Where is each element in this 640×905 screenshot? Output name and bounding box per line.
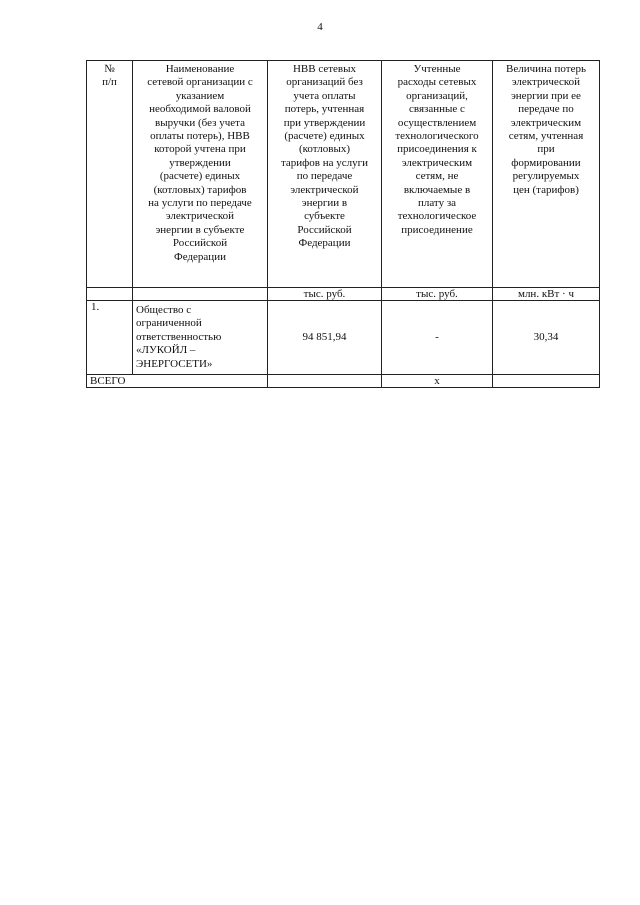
unit-cell-nvv: тыс. руб. (268, 288, 382, 301)
row-nvv-cell: 94 851,94 (268, 301, 382, 375)
header-tech-connection-costs-text: Учтенные расходы сетевых организаций, связанные с осуществлением технологического присоединения к электрическим сетям, не включаемые в плату за технологическое присоединение (395, 63, 479, 236)
row-number-cell: 1. (87, 301, 133, 375)
header-cell-nvv (268, 61, 382, 288)
header-cell-tech-connection-costs (382, 61, 493, 288)
row-tech-connection-costs-cell: - (382, 301, 493, 375)
header-cell-energy-losses (493, 61, 600, 288)
header-number-text: № п/п (102, 63, 117, 89)
unit-cell-number (87, 288, 133, 301)
header-energy-losses-text: Величина потерь электрической энергии при ее передаче по электрическим сетям, учтенная при формировании регулируемых цен (тарифов) (506, 63, 586, 196)
unit-cell-organization-name (133, 288, 268, 301)
table-header-row (87, 61, 600, 288)
page-number: 4 (317, 21, 323, 33)
table-row (87, 301, 600, 375)
network-organizations-table (86, 60, 600, 388)
unit-cell-energy-losses: млн. кВт · ч (493, 288, 600, 301)
total-energy-losses-cell (493, 375, 600, 388)
header-cell-number (87, 61, 133, 288)
total-tech-connection-costs-cell: x (382, 375, 493, 388)
header-organization-name-text: Наименование сетевой организации с указанием необходимой валовой выручки (без учета оплаты потерь), НВВ которой учтена при утверждении (расчете) единых (котловых) тарифов на услуги по передаче электрической энергии в субъекте Российской Федерации (147, 63, 253, 263)
total-nvv-cell (268, 375, 382, 388)
table-total-row (87, 375, 600, 388)
header-nvv-text: НВВ сетевых организаций без учета оплаты потерь, учтенная при утверждении (расчете) единых (котловых) тарифов на услуги по передаче электрической энергии в субъекте Российской Федерации (280, 63, 369, 250)
unit-cell-tech-connection-costs: тыс. руб. (382, 288, 493, 301)
row-organization-name-cell (133, 301, 268, 375)
total-label-cell: ВСЕГО (87, 375, 268, 388)
row-organization-name-text: Общество с ограниченной ответственностью «ЛУКОЙЛ – ЭНЕРГОСЕТИ» (136, 303, 222, 370)
row-energy-losses-cell: 30,34 (493, 301, 600, 375)
header-cell-organization-name (133, 61, 268, 288)
table-units-row (87, 288, 600, 301)
